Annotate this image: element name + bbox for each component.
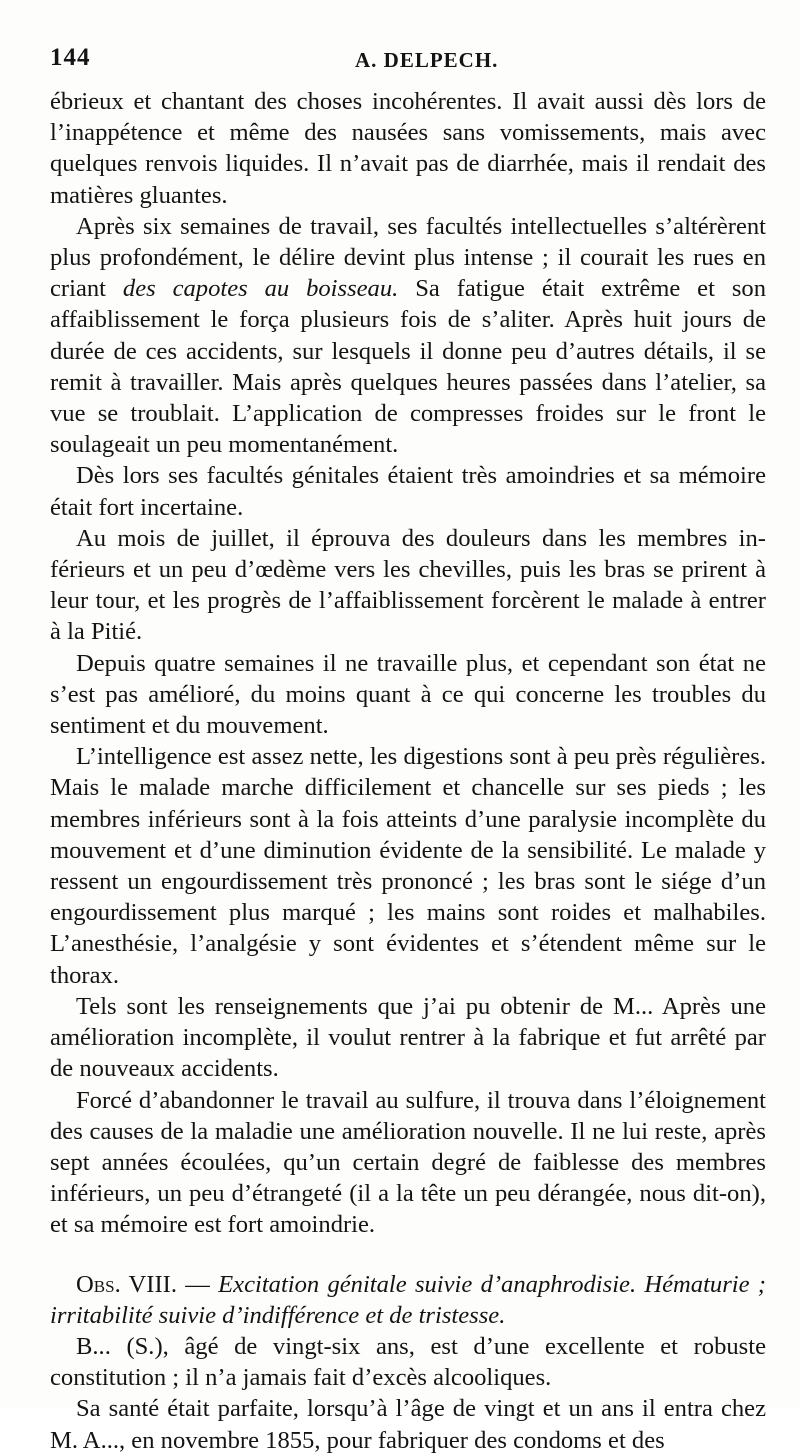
observation-title: Excitation génitale suivie d’anaphrodisie. Hématurie ; irritabilité suivie d’indifférence et de tristesse. <box>50 1270 766 1329</box>
paragraph: Tels sont les renseignements que j’ai pu obtenir de M... Après une amélioration incomplète, il voulut rentrer à la fabrique et fut arrêté par de nouveaux accidents. <box>50 992 766 1083</box>
paragraph: L’intelligence est assez nette, les digestions sont à peu près régulières. Mais le malade marche difficilement et chancelle sur ses pieds ; les membres inférieurs sont à la fois atteints d’une paralysie incomplète du mouvement et d’une diminution évidente de la sensibilité. Le malade y ressent un engourdissement très prononcé ; les bras sont le siége d’un engourdissement plus marqué ; les mains sont roides et malhabiles. L’anesthésie, l’analgésie y sont évidentes et s’étendent même sur le thorax. <box>50 743 766 989</box>
observation-label-tail: . VIII. — <box>114 1270 219 1298</box>
paragraph: B... (S.), âgé de vingt-six ans, est d’une excellente et robuste constitution ; il n’a jamais fait d’excès alcooliques. <box>50 1332 766 1392</box>
paragraph: ébrieux et chantant des choses incohérentes. Il avait aussi dès lors de l’inappétence et même des nausées sans vomissements, mais avec quelques renvois liquides. Il n’avait pas de diarrhée, mais il rendait des matières gluantes. <box>50 88 766 209</box>
page-header <box>50 40 766 86</box>
running-head: A. DELPECH. <box>355 48 499 72</box>
page-number: 144 <box>50 44 91 71</box>
observation-heading <box>50 1269 766 1331</box>
paragraph: Au mois de juillet, il éprouva des douleurs dans les membres inférieurs et un peu d’œdème vers les chevilles, puis les bras se prirent à leur tour, et les progrès de l’affaiblissement forcèrent le malade à entrer à la Pitié. <box>50 524 766 646</box>
body-text <box>50 86 766 1456</box>
italic-phrase: des capotes au boisseau. <box>122 275 399 303</box>
observation-label-first: O <box>76 1270 94 1298</box>
paragraph-text: Sa fatigue était extrême et son affaiblissement le força plusieurs fois de s’aliter. Après huit jours de durée de ces accidents, sur lesquels il donne peu d’autres détails, il se remit à travailler. Mais après quelques heures passées dans l’atelier, sa vue se troublait. L’application de compresses froides sur le front le soulageait un peu momentanément. <box>50 275 766 459</box>
paragraph-text: Après six semaines de travail, ses facultés intellectuelles s’altérèrent plus profondément, le délire devint plus intense ; il courait les rues en criant <box>50 212 766 303</box>
paragraph: Sa santé était parfaite, lorsqu’à l’âge de vingt et un ans il entra chez M. A..., en novembre 1855, pour fabriquer des condoms et des <box>50 1395 766 1454</box>
paragraph: Depuis quatre semaines il ne travaille plus, et cependant son état ne s’est pas amélioré, du moins quant à ce qui concerne les troubles du sentiment et du mouvement. <box>50 649 766 740</box>
paragraph <box>50 211 766 461</box>
paragraph: Forcé d’abandonner le travail au sulfure, il trouva dans l’éloignement des causes de la maladie une amélioration nouvelle. Il ne lui reste, après sept années écoulées, qu’un certain degré de faiblesse des membres inférieurs, un peu d’étrangeté (il a la tête un peu dérangée, nous dit-on), et sa mémoire est fort amoindrie. <box>50 1086 766 1239</box>
observation-label-rest: bs <box>93 1270 115 1298</box>
paragraph: Dès lors ses facultés génitales étaient très amoindries et sa mémoire était fort incertaine. <box>50 462 766 521</box>
